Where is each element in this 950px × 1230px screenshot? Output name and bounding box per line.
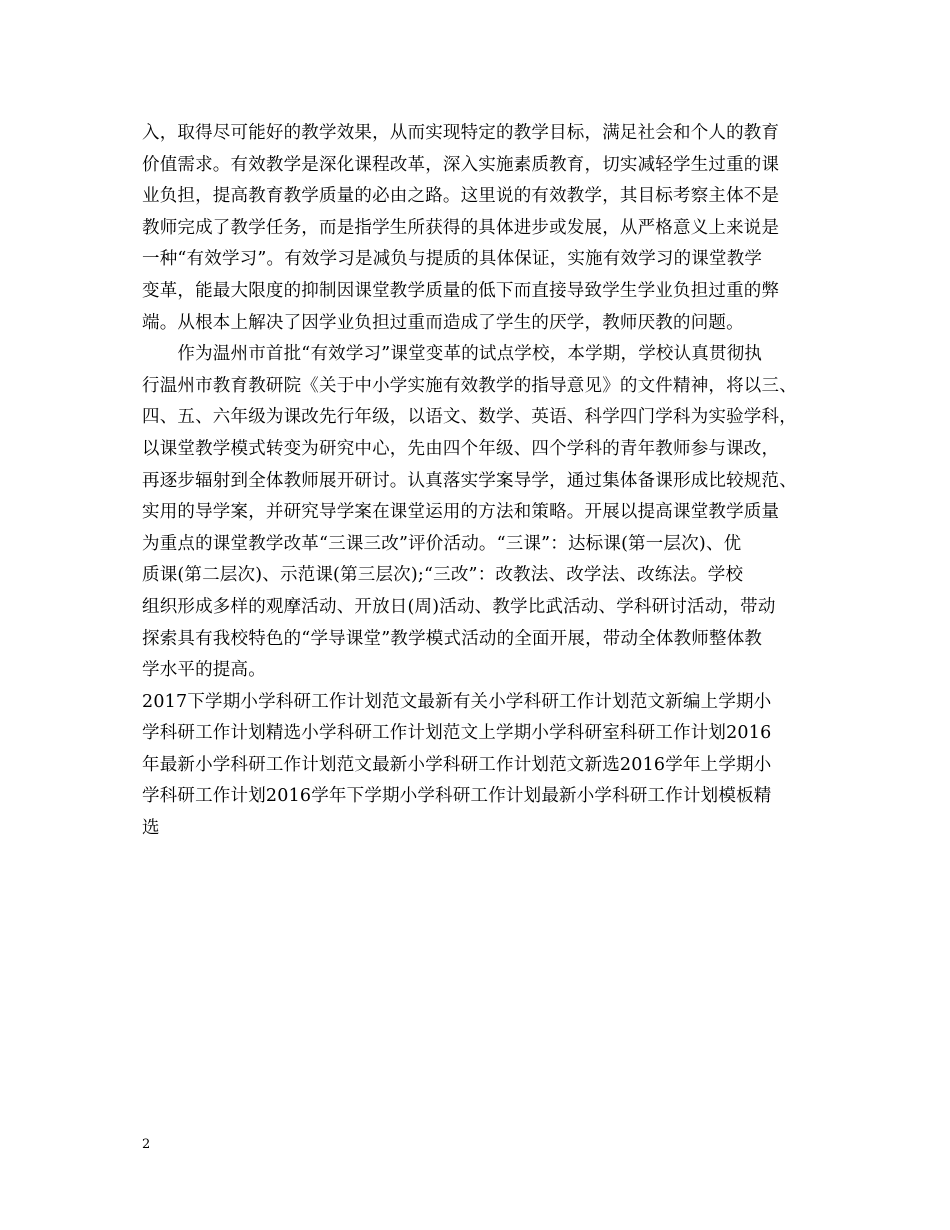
page-number: 2 — [142, 1137, 151, 1152]
paragraph-1 — [142, 118, 832, 339]
related-link-line[interactable]: 学科研工作计划2016学年下学期小学科研工作计划最新小学科研工作计划模板精 — [142, 786, 772, 807]
text-line: 实用的导学案，并研究导学案在课堂运用的方法和策略。开展以提高课堂教学质量 — [142, 502, 780, 523]
related-link-line[interactable]: 2017下学期小学科研工作计划范文最新有关小学科研工作计划范文新编上学期小 — [142, 691, 772, 712]
text-line: 一种“有效学习”。有效学习是减负与提质的具体保证，实施有效学习的课堂教学 — [142, 249, 763, 270]
text-line: 组织形成多样的观摩活动、开放日(周)活动、教学比武活动、学科研讨活动，带动 — [142, 596, 776, 617]
text-line: 再逐步辐射到全体教师展开研讨。认真落实学案导学，通过集体备课形成比较规范、 — [142, 470, 797, 491]
related-link-line[interactable]: 选 — [142, 818, 160, 839]
document-body — [142, 118, 832, 845]
text-line: 探索具有我校特色的“学导课堂”教学模式活动的全面开展，带动全体教师整体教 — [142, 628, 763, 649]
text-line: 作为温州市首批“有效学习”课堂变革的试点学校，本学期，学校认真贯彻执 — [142, 344, 763, 365]
text-line: 端。从根本上解决了因学业负担过重而造成了学生的厌学，教师厌教的问题。 — [142, 312, 744, 333]
text-line: 学水平的提高。 — [142, 660, 266, 681]
text-line: 以课堂教学模式转变为研究中心，先由四个年级、四个学科的青年教师参与课改， — [142, 438, 780, 459]
text-line: 为重点的课堂教学改革“三课三改”评价活动。“三课”：达标课(第一层次)、优 — [142, 533, 742, 554]
text-line: 变革，能最大限度的抑制因课堂教学质量的低下而直接导致学生学业负担过重的弊 — [142, 280, 780, 301]
related-link-line[interactable]: 年最新小学科研工作计划范文最新小学科研工作计划范文新选2016学年上学期小 — [142, 754, 772, 775]
text-line: 入，取得尽可能好的教学效果，从而实现特定的教学目标，满足社会和个人的教育 — [142, 123, 780, 143]
text-line: 质课(第二层次)、示范课(第三层次);“三改”：改教法、改学法、改练法。学校 — [142, 565, 744, 586]
text-line: 四、五、六年级为课改先行年级，以语文、数学、英语、科学四门学科为实验学科， — [142, 407, 797, 428]
related-link-line[interactable]: 学科研工作计划精选小学科研工作计划范文上学期小学科研室科研工作计划2016 — [142, 723, 772, 744]
text-line: 行温州市教育教研院《关于中小学实施有效教学的指导意见》的文件精神，将以三、 — [142, 375, 797, 396]
text-line: 业负担，提高教育教学质量的必由之路。这里说的有效教学，其目标考察主体不是 — [142, 186, 780, 207]
text-line: 教师完成了教学任务，而是指学生所获得的具体进步或发展，从严格意义上来说是 — [142, 217, 780, 238]
text-line: 价值需求。有效教学是深化课程改革，深入实施素质教育，切实减轻学生过重的课 — [142, 154, 780, 175]
paragraph-2 — [142, 339, 832, 687]
related-links — [142, 687, 832, 845]
